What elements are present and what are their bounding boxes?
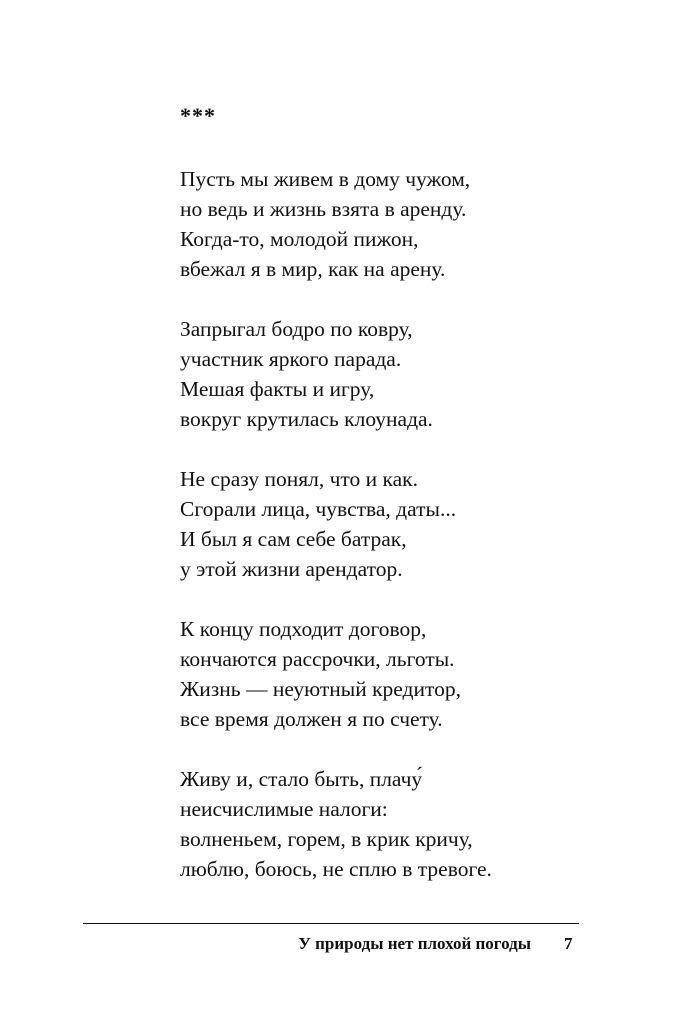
- poem-line: Жизнь — неуютный кредитор,: [180, 677, 461, 701]
- poem-line: К концу подходит договор,: [180, 617, 427, 641]
- stanza-1: [180, 164, 600, 284]
- stanza-2: [180, 314, 600, 434]
- stanza-3: [180, 464, 600, 584]
- poem-line: у этой жизни арендатор.: [180, 557, 403, 581]
- poem-line: Пусть мы живем в дому чужом,: [180, 167, 471, 191]
- poem-line: И был я сам себе батрак,: [180, 527, 407, 551]
- poem-line: люблю, боюсь, не сплю в тревоге.: [180, 857, 492, 881]
- poem-line: вбежал я в мир, как на арену.: [180, 257, 446, 281]
- poem-line: кончаются рассрочки, льготы.: [180, 647, 455, 671]
- poem-line: участник яркого парада.: [180, 347, 402, 371]
- poem-line: Запрыгал бодро по ковру,: [180, 317, 413, 341]
- poem-line: Сгорали лица, чувства, даты...: [180, 497, 457, 521]
- poem-line: Живу и, стало быть, плачу́: [180, 767, 423, 791]
- poem-line: Не сразу понял, что и как.: [180, 467, 418, 491]
- page-number: 7: [564, 934, 573, 953]
- stanza-5: [180, 764, 600, 884]
- poem-body: [180, 164, 600, 884]
- poem-line: вокруг крутилась клоунада.: [180, 407, 433, 431]
- running-title: У природы нет плохой погоды: [298, 934, 531, 953]
- poem-line: Когда-то, молодой пижон,: [180, 227, 419, 251]
- stanza-4: [180, 614, 600, 734]
- poem-line: но ведь и жизнь взята в аренду.: [180, 197, 467, 221]
- poem-line: неисчислимые налоги:: [180, 797, 388, 821]
- poem-line: волненьем, горем, в крик кричу,: [180, 827, 473, 851]
- poem-line: все время должен я по счету.: [180, 707, 443, 731]
- poem-heading: ***: [180, 103, 216, 128]
- footer-divider: [83, 923, 579, 924]
- poem-line: Мешая факты и игру,: [180, 377, 375, 401]
